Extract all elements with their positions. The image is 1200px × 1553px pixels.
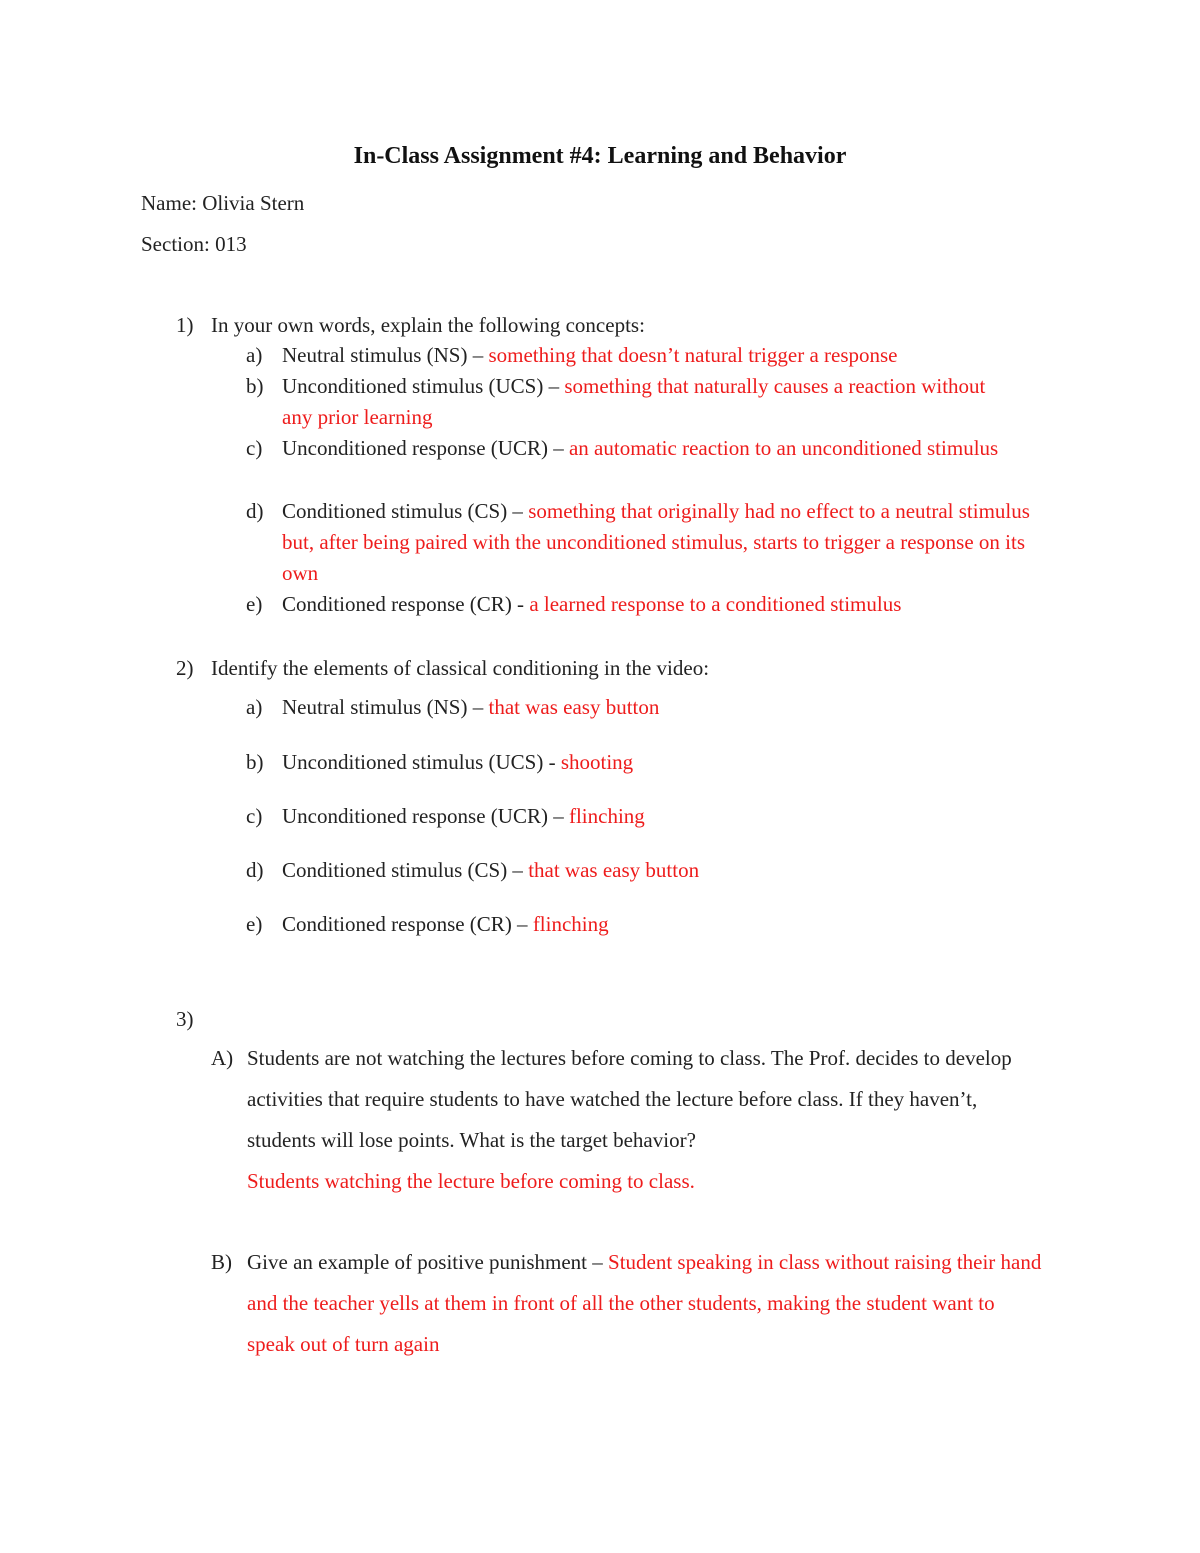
q2-item-d <box>246 855 1066 886</box>
question-2-number: 2) <box>176 656 194 680</box>
q2-item-a <box>246 692 1066 723</box>
q2-item-b <box>246 747 1066 778</box>
item-term: Unconditioned stimulus (UCS) - <box>282 750 561 774</box>
item-answer: flinching <box>568 804 645 828</box>
q1-item-c <box>246 433 1066 464</box>
q1-item-a <box>246 340 1066 371</box>
item-term: Conditioned response (CR) – <box>282 912 533 936</box>
item-label: d) <box>246 858 264 882</box>
part-label: A) <box>211 1046 234 1070</box>
item-answer: that was easy button <box>488 695 660 719</box>
q3-part-b <box>211 1242 1071 1365</box>
question-1-prompt: In your own words, explain the following concepts: <box>211 313 645 337</box>
section-number: Section: 013 <box>141 232 247 256</box>
item-term: Neutral stimulus (NS) – <box>282 695 489 719</box>
item-answer: an automatic reaction to an unconditioned stimulus <box>568 436 999 460</box>
item-label: e) <box>246 592 263 616</box>
q1-item-e <box>246 589 1066 620</box>
item-answer: flinching <box>532 912 609 936</box>
q2-item-e <box>246 909 1066 940</box>
part-answer: Student speaking in class without raising their hand and the teacher yells at them in front of all the other students, making the student want to speak out of turn again <box>247 1250 1042 1356</box>
item-label: c) <box>246 804 263 828</box>
item-label: a) <box>246 343 263 367</box>
question-1-number: 1) <box>176 313 194 337</box>
item-label: a) <box>246 695 263 719</box>
part-label: B) <box>211 1250 232 1274</box>
part-question: Students are not watching the lectures before coming to class. The Prof. decides to develop activities that require students to have watched the lecture before class. If they haven’t, students will lose points. What is the target behavior? <box>247 1046 1012 1152</box>
item-term: Unconditioned response (UCR) – <box>282 436 569 460</box>
item-answer: a learned response to a conditioned stimulus <box>529 592 902 616</box>
q3-part-a <box>211 1038 1071 1202</box>
item-answer: that was easy button <box>528 858 700 882</box>
q1-item-d <box>246 496 1066 589</box>
item-answer: shooting <box>560 750 634 774</box>
item-label: b) <box>246 750 264 774</box>
item-term: Conditioned stimulus (CS) – <box>282 499 529 523</box>
student-name: Name: Olivia Stern <box>141 191 305 215</box>
item-answer: something that originally had no effect to a neutral stimulus but, after being paired with the unconditioned stimulus, starts to trigger a response on its own <box>282 499 1030 585</box>
q2-item-c <box>246 801 1066 832</box>
item-label: d) <box>246 499 264 523</box>
item-label: c) <box>246 436 263 460</box>
item-term: Neutral stimulus (NS) – <box>282 343 489 367</box>
document-title: In-Class Assignment #4: Learning and Behavior <box>353 143 847 169</box>
item-label: b) <box>246 374 264 398</box>
item-label: e) <box>246 912 263 936</box>
part-answer: Students watching the lecture before coming to class. <box>247 1169 695 1193</box>
item-term: Conditioned response (CR) - <box>282 592 530 616</box>
part-question: Give an example of positive punishment – <box>247 1250 609 1274</box>
item-term: Unconditioned stimulus (UCS) – <box>282 374 565 398</box>
item-answer: something that doesn’t natural trigger a response <box>488 343 898 367</box>
item-term: Conditioned stimulus (CS) – <box>282 858 529 882</box>
question-2-prompt: Identify the elements of classical conditioning in the video: <box>211 656 710 680</box>
item-answer: something that naturally causes a reaction without any prior learning <box>282 374 986 429</box>
question-3-number: 3) <box>176 1007 194 1031</box>
q1-item-b <box>246 371 1066 433</box>
item-term: Unconditioned response (UCR) – <box>282 804 569 828</box>
